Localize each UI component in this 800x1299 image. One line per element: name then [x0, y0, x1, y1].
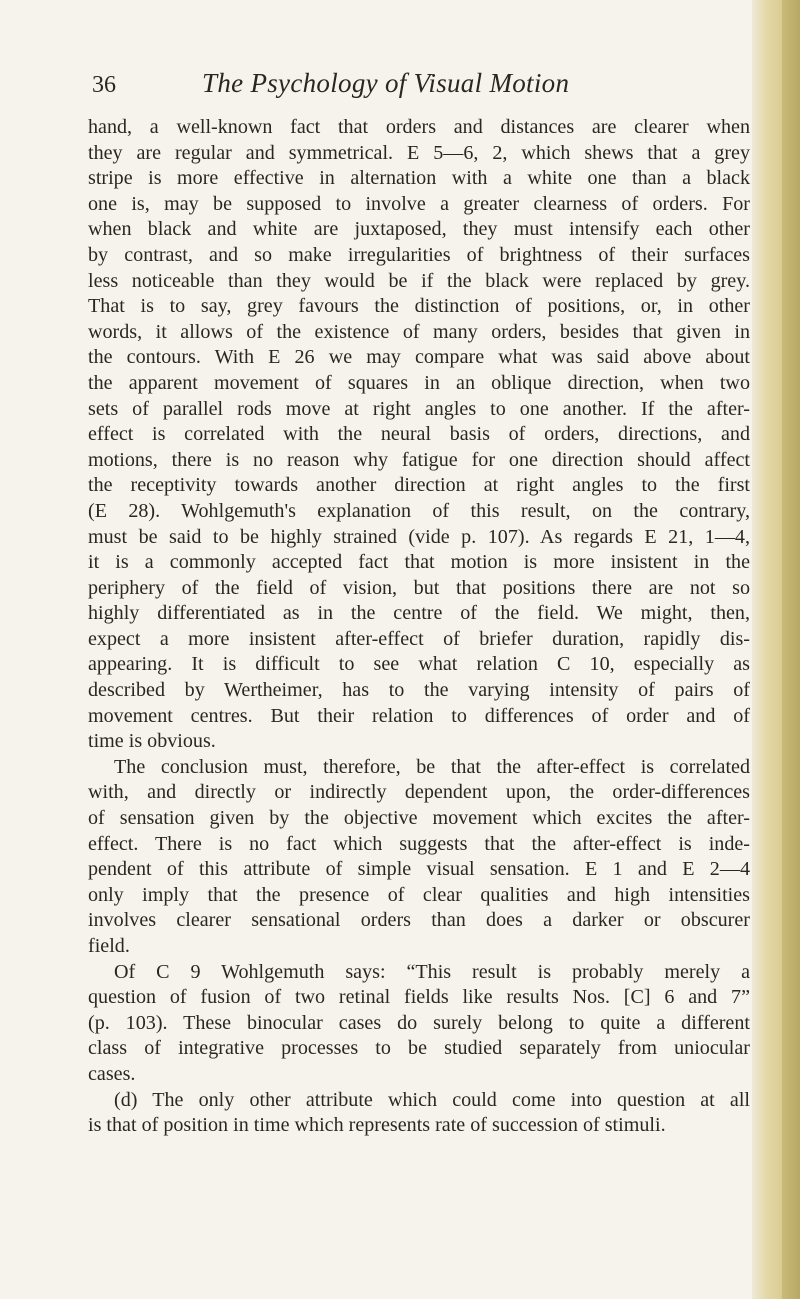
text-line: words, it allows of the existence of many orders, besides that given in: [88, 320, 750, 343]
text-line: time is obvious.: [88, 730, 216, 753]
text-line: highly differentiated as in the centre of the field. We might, then,: [88, 602, 750, 625]
text-line: question of fusion of two retinal fields like results Nos. [C] 6 and 7”: [88, 986, 750, 1009]
text-line: (E 28). Wohlgemuth's explanation of this result, on the contrary,: [88, 499, 750, 522]
text-line: only imply that the presence of clear qualities and high intensities: [88, 883, 750, 906]
text-line: by contrast, and so make irregularities of brightness of their surfaces: [88, 243, 750, 266]
body-text: [88, 115, 750, 1139]
text-line: movement centres. But their relation to differences of order and of: [88, 704, 750, 727]
text-line: they are regular and symmetrical. E 5—6, 2, which shews that a grey: [88, 141, 750, 164]
text-line: effect. There is no fact which suggests that the after-effect is inde-: [88, 832, 750, 855]
text-line: hand, a well-known fact that orders and distances are clearer when: [88, 116, 750, 138]
text-line: The conclusion must, therefore, be that the after-effect is correlated: [114, 755, 750, 778]
text-line: class of integrative processes to be studied separately from uniocular: [88, 1037, 750, 1060]
text-line: motions, there is no reason why fatigue for one direction should affect: [88, 448, 750, 471]
text-line: appearing. It is difficult to see what relation C 10, especially as: [88, 653, 750, 676]
text-line: effect is correlated with the neural basis of orders, directions, and: [88, 423, 750, 446]
text-line: sets of parallel rods move at right angles to one another. If the after-: [88, 397, 750, 420]
text-line: of sensation given by the objective movement which excites the after-: [88, 807, 750, 830]
text-line: must be said to be highly strained (vide p. 107). As regards E 21, 1—4,: [88, 525, 750, 548]
text-line: is that of position in time which represents rate of succession of stimuli.: [88, 1114, 666, 1137]
book-spine-shadow: [782, 0, 800, 1299]
page-header: [92, 68, 742, 112]
text-line: cases.: [88, 1062, 136, 1085]
text-line: pendent of this attribute of simple visual sensation. E 1 and E 2—4: [88, 858, 750, 881]
running-title: The Psychology of Visual Motion: [202, 68, 570, 98]
text-line: involves clearer sensational orders than does a darker or obscurer: [88, 909, 750, 932]
text-line: That is to say, grey favours the distinction of positions, or, in other: [88, 295, 750, 318]
text-line: expect a more insistent after-effect of briefer duration, rapidly dis-: [88, 627, 750, 650]
page-number: 36: [92, 72, 116, 98]
text-line: periphery of the field of vision, but that positions there are not so: [88, 576, 750, 599]
text-line: stripe is more effective in alternation with a white one than a black: [88, 167, 750, 190]
text-line: it is a commonly accepted fact that motion is more insistent in the: [88, 551, 750, 574]
text-line: the apparent movement of squares in an oblique direction, when two: [88, 371, 750, 394]
text-line: one is, may be supposed to involve a greater clearness of orders. For: [88, 192, 750, 215]
text-line: with, and directly or indirectly dependent upon, the order-differences: [88, 781, 750, 804]
text-line: field.: [88, 935, 130, 957]
text-line: (p. 103). These binocular cases do surely belong to quite a different: [88, 1011, 750, 1034]
page-edge-shading: [752, 0, 800, 1299]
text-line: the receptivity towards another direction at right angles to the first: [88, 474, 750, 497]
text-line: (d) The only other attribute which could come into question at all: [114, 1088, 750, 1111]
text-line: when black and white are juxtaposed, they must intensify each other: [88, 218, 750, 241]
text-line: described by Wertheimer, has to the varying intensity of pairs of: [88, 679, 750, 702]
text-line: less noticeable than they would be if the black were replaced by grey.: [88, 269, 750, 292]
text-line: Of C 9 Wohlgemuth says: “This result is probably merely a: [114, 960, 750, 983]
text-line: the contours. With E 26 we may compare what was said above about: [88, 346, 750, 369]
